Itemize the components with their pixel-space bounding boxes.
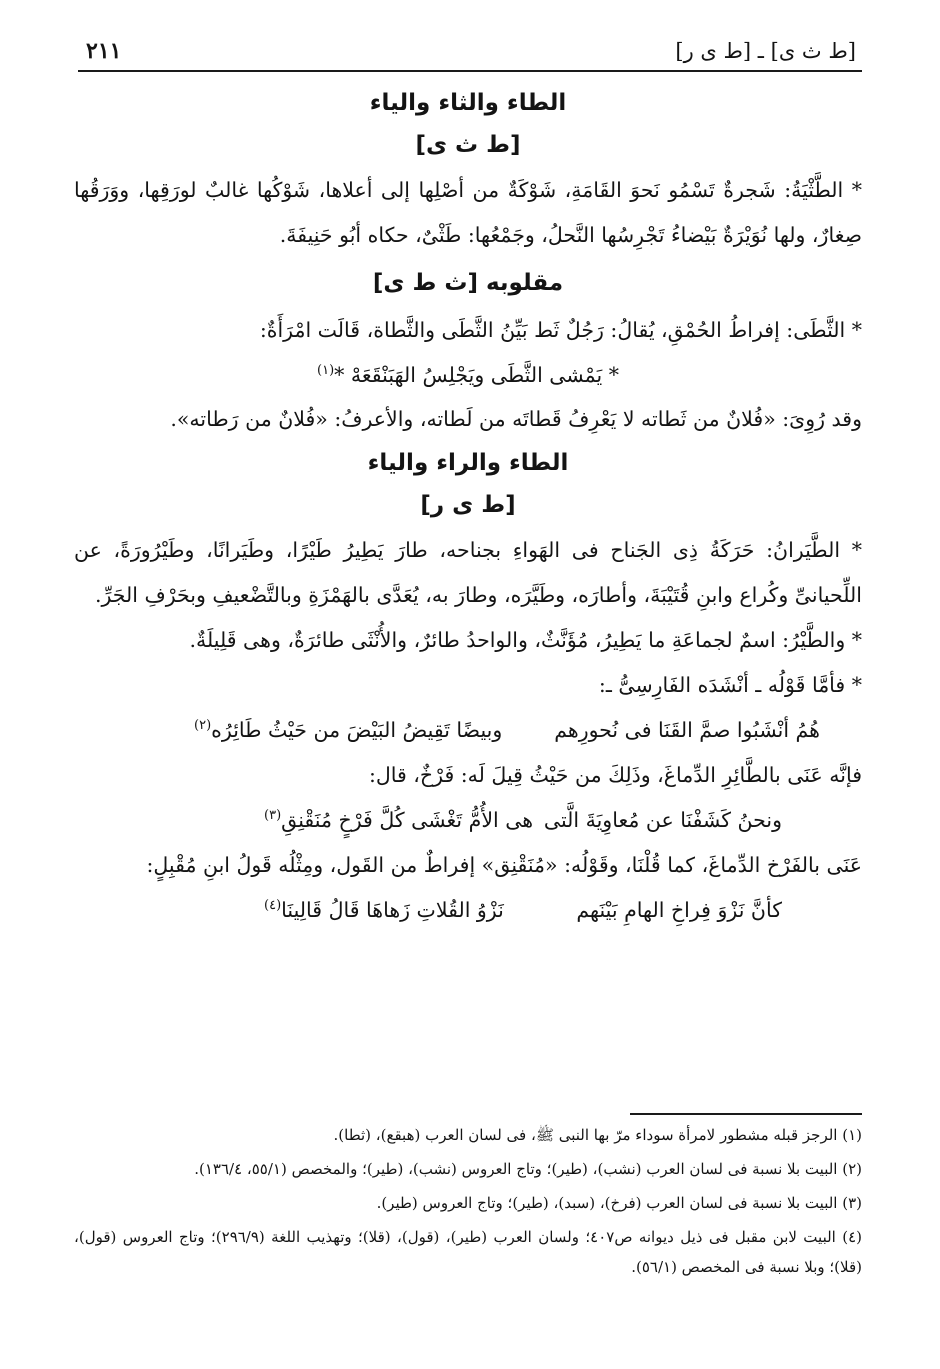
page-number: ٢١١ — [86, 38, 122, 64]
section-title-tatha-ya: الطاء والثاء والياء — [369, 90, 567, 116]
page-header — [78, 36, 862, 72]
verse-1 — [74, 708, 862, 753]
section-title-ta-ra-ya: الطاء والراء والياء — [367, 450, 569, 476]
footnote-3: (٣) البيت بلا نسبة فى لسان العرب (فرخ)، (سبد)، (طير)؛ وتاج العروس (طير). — [376, 1194, 862, 1212]
entry-tayaran: * الطَّيَرانُ: حَرَكَةُ ذِى الجَناح فى الهَواءِ بجناحه، طارَ يَطِيرُ طَيْرًا، وطَيَرانًا، وطَيْرُورَةً، عن اللِّحيانىِّ وكُراع وابنِ قُتَيْبَةَ، وأطارَه، وطَيَّرَه، وطارَ به، يُعَدَّى بالهَمْزَةِ وبالتَّضْعيفِ وبحَرْفِ الجَرِّ. — [74, 538, 862, 607]
entry-tathya: * الطَّثْيَةُ: شَجرةٌ تَسْمُو نَحوَ القَامَةِ، شَوْكَةٌ من أصْلِها إلى أعلاها، شَوْكُها غالبٌ لورَقِها، ووَرَقُها صِغارٌ، ولها نُوَيْرَةٌ بَيْضاءُ تَجْرِسُها النَّحلُ، وجَمْعُها: طَثْىٌ، حكاه أبُو حَنِيفَةَ. — [74, 178, 862, 247]
verse-1-second-hemistich: وبيضًا تَقِيضُ البَيْضَ من حَيْثُ طَائِرُه — [211, 718, 503, 742]
root-heading-tyr: [ط ى ر] — [420, 492, 516, 518]
footnotes — [74, 1120, 862, 1286]
verse-2-second-hemistich-wrap — [264, 798, 533, 843]
verse-3-second-hemistich: نَزْوُ القُلاتِ زَهاهَا قَالُ قَالِينَا — [281, 898, 504, 922]
verse-2-first-hemistich: ونحنُ كَشَفْنَا عن مُعاوِيَةَ الَّتى — [543, 808, 782, 832]
running-head: [ط ث ى] ـ [ط ى ر] — [675, 39, 856, 63]
footnote-4: (٤) البيت لابن مقبل فى ذيل ديوانه ص٤٠٧؛ ولسان العرب (طير)، (قول)، (قلا)؛ وتهذيب اللغة (٢٩٦/٩)؛ وتاج العروس (قول)، (قلا)؛ وبلا نسبة فى المخصص (٥٦/١). — [74, 1228, 862, 1276]
root-heading-tthy: [ط ث ى] — [415, 132, 521, 158]
verse-1-second-hemistich-wrap — [194, 708, 502, 753]
entry-tayr: * والطَّيْرُ: اسمٌ لجماعَةِ ما يَطِيرُ، مُؤَنَّثٌ، والواحدُ طائرٌ، والأُنْثَى طائرَةٌ، وهى قَلِيلَةٌ. — [189, 628, 862, 652]
footnote-2: (٢) البيت بلا نسبة فى لسان العرب (نشب)، (طير)؛ وتاج العروس (نشب)، (طير)؛ والمخصص (٥٥/١، ١٣٦/٤). — [194, 1160, 862, 1178]
verse-3 — [74, 888, 862, 933]
footnote-marker-1: (١) — [317, 363, 335, 379]
main-text — [74, 86, 862, 933]
verse-3-second-hemistich-wrap — [264, 888, 504, 933]
entry-thata-riwaya: وقد رُوِىَ: «فُلانٌ من ثَطاته لا يَعْرِفُ قَطاتَه من لَطاته، والأعرفُ: «فُلانٌ من رَطاته». — [170, 407, 862, 431]
rajaz-verse — [74, 353, 862, 397]
entry-dimagh: فإنَّه عَنَى بالطَّائِرِ الدِّماغَ، وذَلِكَ من حَيْثُ قِيلَ لَه: فَرْخٌ، قال: — [368, 763, 862, 787]
entry-qawluhu: * فأمَّا قَوْلُه ـ أنْشَدَه الفَارِسِىُّ ـ: — [598, 673, 862, 697]
footnote-divider — [630, 1113, 862, 1115]
entry-thata: * الثَّطَى: إفراطُ الحُمْقِ، يُقالُ: رَجُلٌ ثَط بَيِّنُ الثَّطَى والثَّطاة، قَالَت امْرَأَةٌ: — [259, 318, 862, 342]
rajaz-verse-text: * يَمْشى الثَّطَى ويَجْلِسُ الهَبَنْقَعَهْ * — [334, 363, 619, 387]
footnote-marker-4: (٤) — [264, 898, 282, 914]
verse-3-first-hemistich: كأنَّ نَزْوَ فِراخِ الهامِ بَيْنَهم — [576, 898, 782, 922]
footnote-marker-3: (٣) — [264, 808, 282, 824]
verse-2-second-hemistich: هى الأُمُّ تَغْشَى كُلَّ فَرْخٍ مُنَقْنِقِ — [281, 808, 534, 832]
footnote-1: (١) الرجز قبله مشطور لامرأة سوداء مرّ بها النبى ﷺ، فى لسان العرب (هبقع)، (ثطا). — [333, 1126, 862, 1144]
section-title-maqlub: مقلوبه [ث ط ى] — [372, 270, 564, 296]
verse-2 — [74, 798, 862, 843]
footnote-marker-2: (٢) — [194, 718, 212, 734]
entry-farkh: عَنَى بالفَرْخ الدِّماغَ، كما قُلْنَا، وقَوْلُه: «مُنَقْنِق» إفراطٌ من القَول، ومِثْلُه قَولُ ابنِ مُقْبِلٍ: — [146, 853, 862, 877]
verse-1-first-hemistich: هُمُ أنْشَبُوا صمَّ القَنَا فى نُحورِهم — [554, 718, 820, 742]
